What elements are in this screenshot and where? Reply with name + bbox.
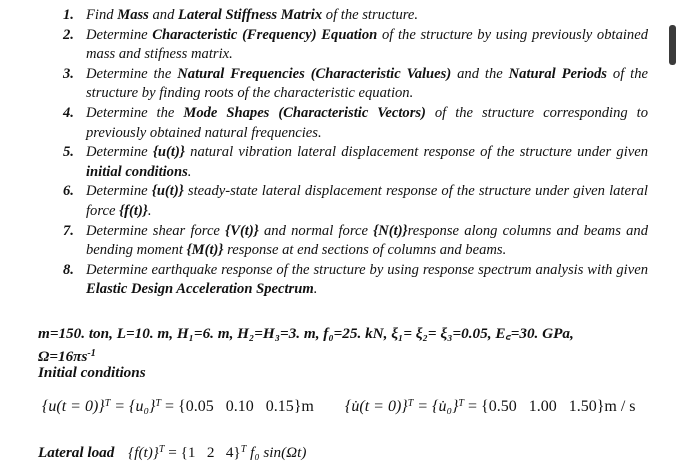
lateral-tail: f₀ sin(Ωt): [250, 444, 307, 461]
task-item: [63, 104, 648, 143]
task-bold-text: Natural Frequencies (Characteristic Values): [177, 65, 452, 82]
task-list: [63, 6, 648, 300]
lateral-transpose-1: T: [158, 444, 165, 455]
initial-conditions-heading: Initial conditions: [38, 364, 146, 381]
task-text: Determine earthquake response of the structure by using response spectrum analysis with given: [86, 261, 648, 278]
task-item: [63, 65, 648, 104]
task-text: Determine the: [86, 104, 184, 121]
task-bold-text: {V(t)}: [225, 222, 259, 239]
task-text: of the structure by using previously obtained mass and stifness matrix.: [86, 26, 649, 63]
lateral-load-label: Lateral load: [38, 444, 115, 461]
task-item: [63, 26, 648, 65]
scrollbar[interactable]: [666, 0, 678, 475]
task-text: response at end sections of columns and beams.: [223, 242, 507, 259]
task-text: Determine: [86, 26, 153, 43]
task-text: Determine: [86, 183, 152, 200]
task-text: .: [313, 281, 318, 298]
eq2-transpose-2: T: [458, 398, 464, 409]
task-text: natural vibration lateral displacement response of the structure under given: [184, 144, 648, 161]
task-text: .: [147, 202, 152, 219]
eq2-rhs: = {0.50 1.00 1.50}m / s: [467, 398, 636, 415]
task-text: of the structure by finding roots of the characteristic equation.: [86, 65, 648, 102]
task-bold-text: {N(t)}: [373, 222, 408, 239]
task-number: 7.: [63, 222, 74, 239]
eq1-transpose-2: T: [155, 398, 161, 409]
eq2-lhs: {u̇(t = 0)}: [345, 398, 408, 415]
omega-unit: s: [81, 348, 88, 365]
eq1-mid: = {u₀}: [114, 398, 156, 415]
task-item: [63, 143, 648, 182]
task-number: 4.: [63, 104, 74, 121]
eq1-rhs: = {0.05 0.10 0.15}m: [164, 398, 314, 415]
task-number: 8.: [63, 261, 74, 278]
task-text: steady-state lateral displacement response of the structure under given lateral force: [86, 183, 648, 219]
task-number: 6.: [63, 183, 74, 200]
task-bold-text: Natural Periods: [508, 65, 607, 82]
lateral-lhs: {f(t)}: [128, 444, 159, 461]
lateral-transpose-2: T: [240, 444, 247, 455]
task-number: 5.: [63, 144, 74, 161]
task-bold-text: Mass: [117, 7, 149, 23]
task-item: [63, 261, 648, 300]
task-text: Determine: [86, 144, 153, 161]
task-item: [63, 6, 648, 26]
eq2-mid: = {u̇₀}: [417, 398, 459, 415]
eq1-lhs: {u(t = 0)}: [42, 398, 105, 415]
task-text: and normal force: [258, 222, 374, 239]
task-item: [63, 222, 648, 261]
task-item: [63, 182, 648, 221]
lateral-load: [38, 444, 306, 462]
eq1-transpose-1: T: [104, 398, 111, 409]
eq2-transpose-1: T: [407, 398, 414, 409]
velocity-initial-condition: [345, 398, 635, 416]
task-text: of the structure.: [322, 7, 419, 23]
task-bold-text: {f(t)}: [119, 202, 148, 219]
task-number: 1.: [63, 7, 74, 23]
task-bold-text: Mode Shapes (Characteristic Vectors): [183, 104, 426, 121]
task-text: and the: [451, 65, 509, 82]
task-text: Determine shear force: [86, 222, 226, 239]
task-bold-text: {u(t)}: [151, 183, 184, 200]
task-bold-text: Lateral Stiffness Matrix: [178, 7, 323, 23]
task-text: response along columns and beams and bending moment: [86, 222, 649, 259]
task-bold-text: Elastic Design Acceleration Spectrum: [86, 281, 314, 298]
task-bold-text: Characteristic (Frequency) Equation: [152, 26, 378, 43]
scroll-thumb[interactable]: [669, 25, 676, 65]
lateral-rhs: = {1 2 4}: [168, 444, 241, 461]
parameters-line-1: m=150. ton, L=10. m, H₁=6. m, H₂=H₃=3. m, f₀=25. kN, ξ₁= ξ₂= ξ₃=0.05, E꜀=30. GPa,: [38, 325, 574, 342]
task-bold-text: {M(t)}: [186, 242, 224, 259]
task-bold-text: {u(t)}: [152, 144, 185, 161]
omega-exponent: -1: [87, 348, 96, 359]
task-number: 2.: [63, 26, 74, 43]
task-text: Find: [86, 7, 118, 23]
parameters: [38, 324, 574, 367]
task-text: and: [148, 7, 179, 23]
task-text: of the structure corresponding to previously obtained natural frequencies.: [86, 104, 649, 141]
task-number: 3.: [63, 65, 74, 82]
task-text: .: [187, 163, 192, 180]
task-text: Determine the: [86, 65, 178, 82]
task-bold-text: initial conditions: [86, 163, 188, 180]
omega-value: Ω=16π: [38, 348, 82, 365]
displacement-initial-condition: [42, 398, 314, 416]
